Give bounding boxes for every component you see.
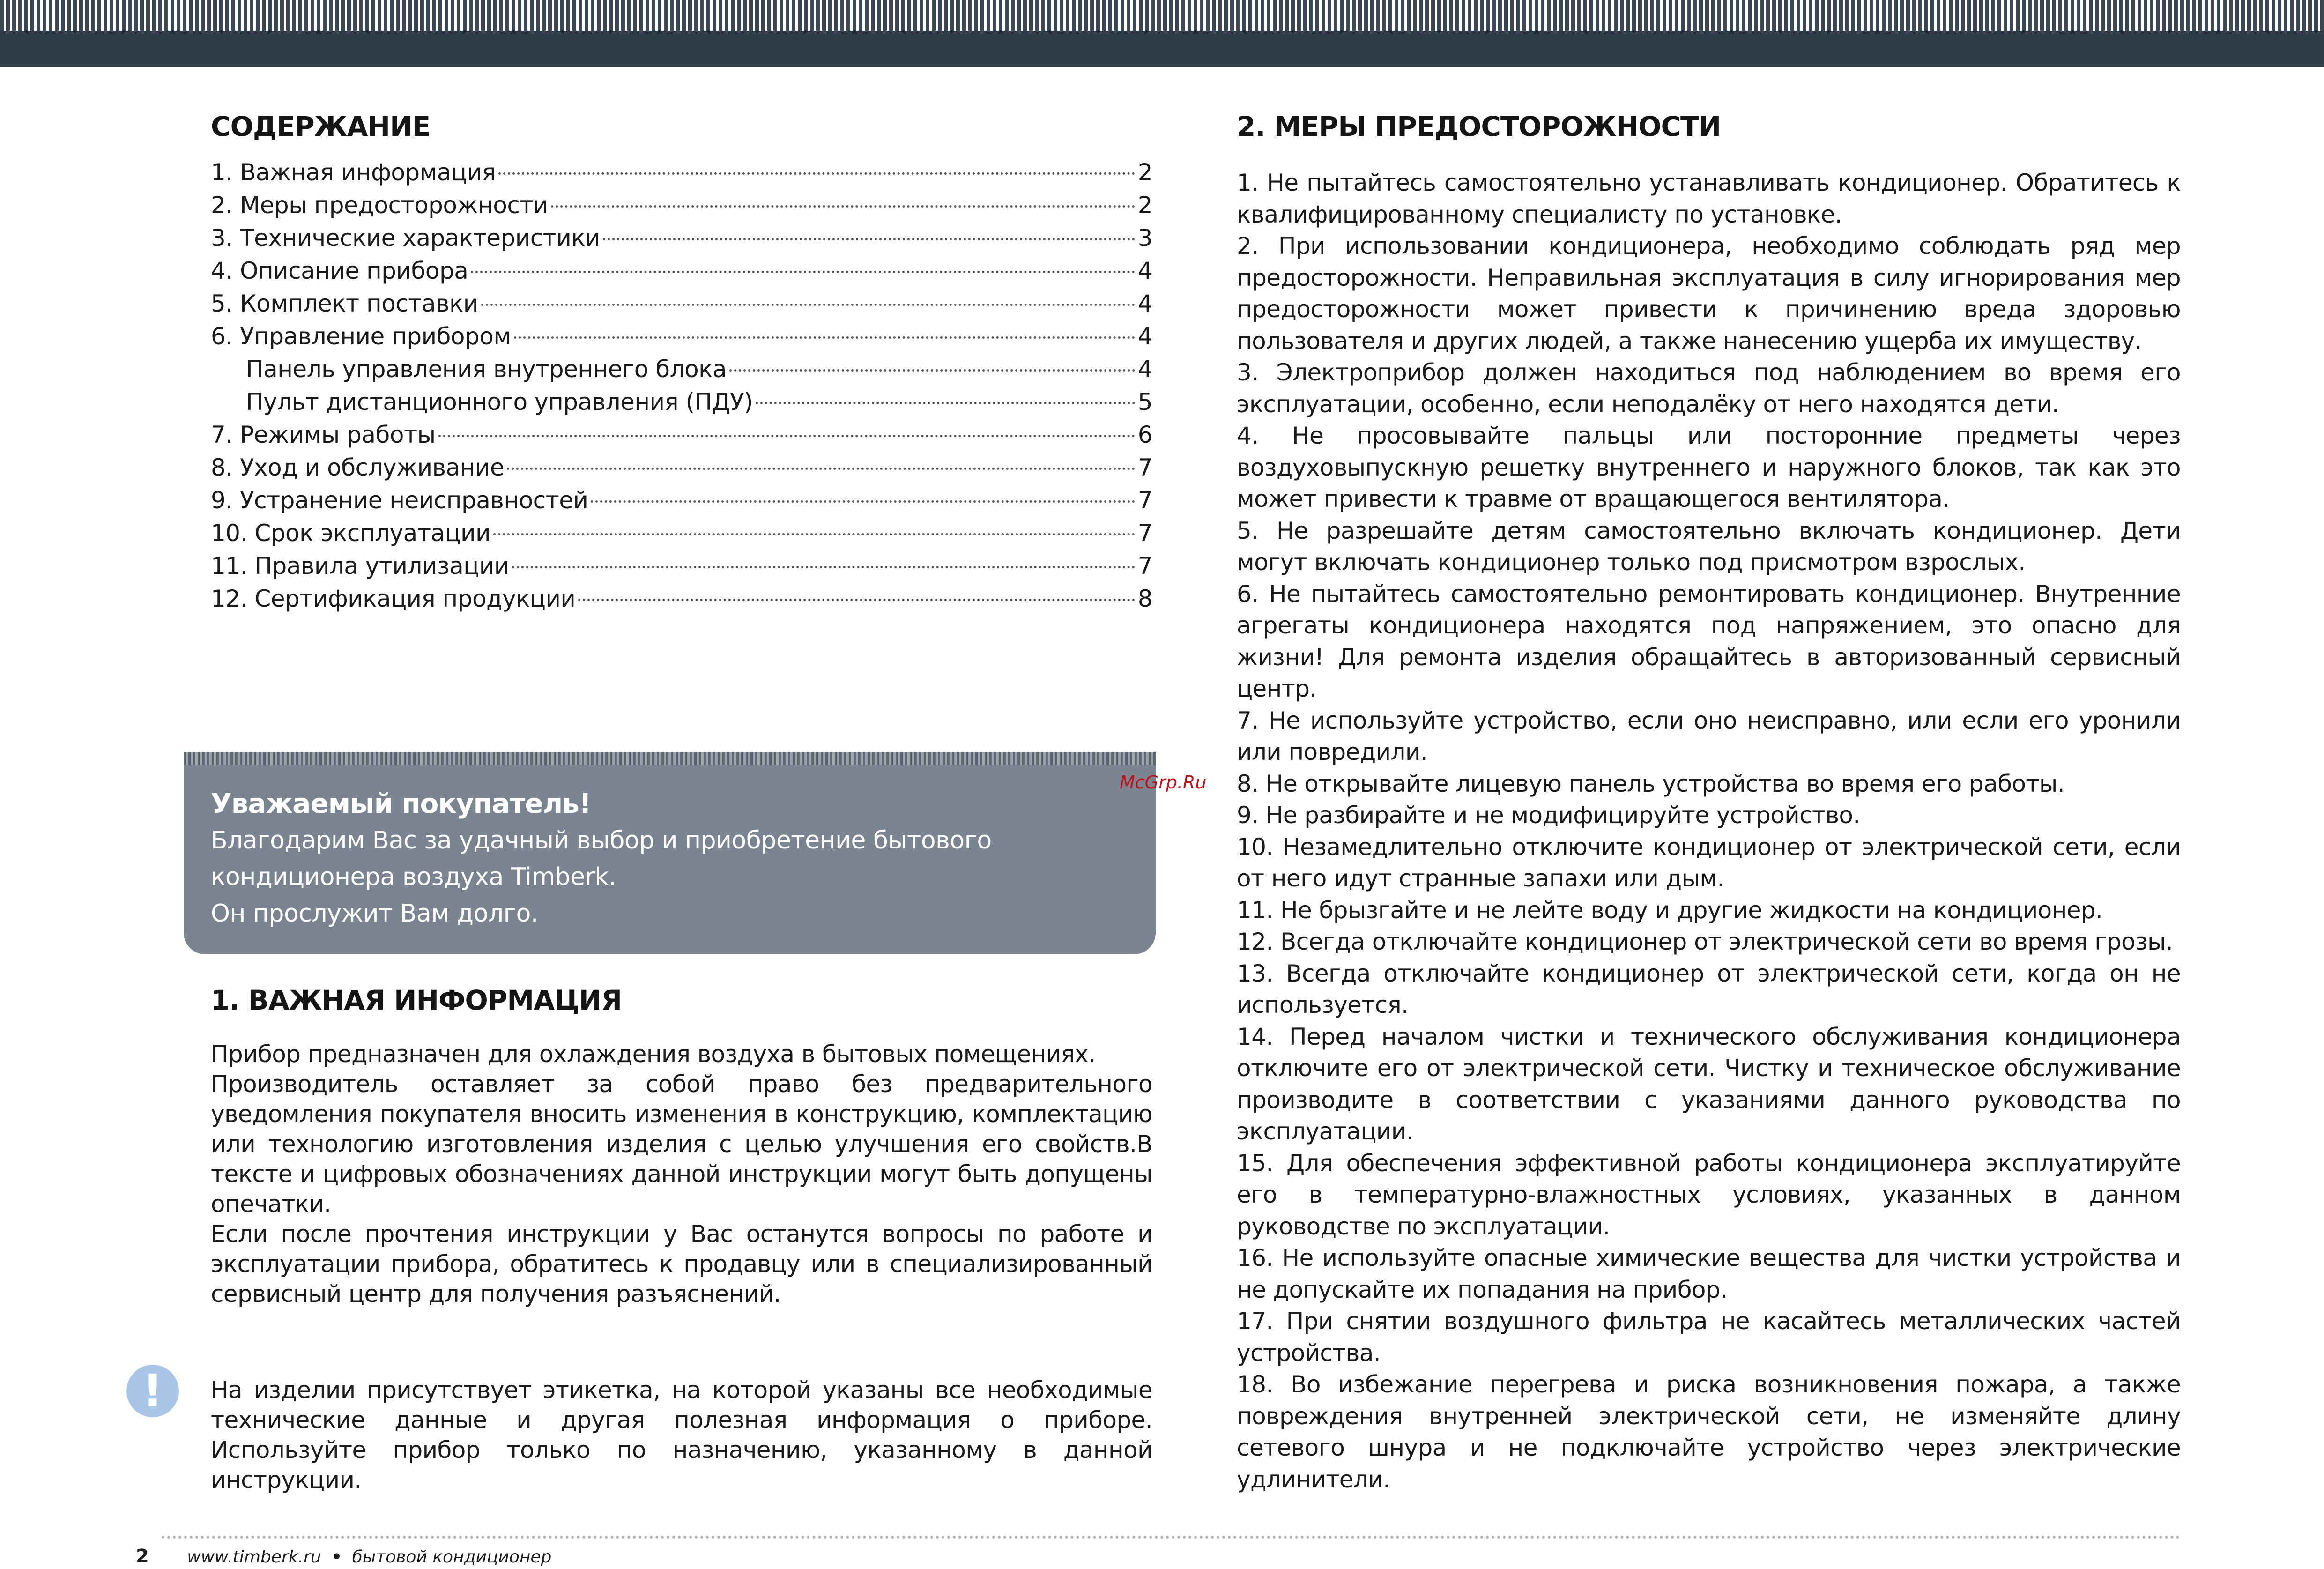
toc-leader-dots: [729, 369, 1135, 372]
toc-item-label: 3. Технические характеристики: [211, 224, 601, 252]
toc-item-label: Пульт дистанционного управления (ПДУ): [246, 388, 753, 416]
precaution-item: 1. Не пытайтесь самостоятельно устанавливать кондиционер. Обратитесь к квалифицированному специалисту по установке.: [1237, 169, 2181, 228]
toc-item[interactable]: [211, 320, 1152, 353]
toc-item[interactable]: [211, 582, 1152, 615]
toc-item-page: 6: [1137, 421, 1152, 448]
toc-leader-dots: [603, 238, 1135, 240]
toc-item-label: 1. Важная информация: [211, 159, 496, 186]
precautions-list: [1237, 167, 2181, 1495]
toc-item[interactable]: [211, 484, 1152, 517]
toc-leader-dots: [498, 172, 1135, 175]
toc-leader-dots: [438, 435, 1135, 437]
toc-item-page: 7: [1137, 552, 1152, 580]
toc-leader-dots: [512, 566, 1135, 568]
toc-item-label: 8. Уход и обслуживание: [211, 454, 505, 481]
toc-item-page: 2: [1137, 192, 1152, 219]
greeting-line: Благодарим Вас за удачный выбор и приобретение бытового: [211, 826, 992, 855]
toc-item[interactable]: [211, 156, 1152, 189]
toc-item[interactable]: [211, 418, 1152, 451]
toc-item-page: 5: [1137, 388, 1152, 416]
page-number: 2: [136, 1546, 149, 1567]
precaution-item: 12. Всегда отключайте кондиционер от электрической сети во время грозы.: [1237, 928, 2173, 955]
toc-item[interactable]: [211, 517, 1152, 550]
precaution-item: 17. При снятии воздушного фильтра не касайтесь металлических частей устройства.: [1237, 1308, 2181, 1367]
precaution-item: 14. Перед началом чистки и технического обслуживания кондиционера отключите его от электрической сети. Чистку и техническое обслуживание производите в соответствии с указаниями данного руководства по эксплуатации.: [1237, 1023, 2181, 1145]
toc-item[interactable]: [211, 222, 1152, 254]
precaution-item: 9. Не разбирайте и не модифицируйте устройство.: [1237, 802, 1860, 829]
toc-item[interactable]: [211, 550, 1152, 582]
toc-item-label: 12. Сертификация продукции: [211, 585, 576, 612]
toc-leader-dots: [578, 599, 1135, 601]
precaution-item: 18. Во избежание перегрева и риска возникновения пожара, а также повреждения внутренней электрической сети, не изменяйте длину сетевого шнура и не подключайте устройство через электрические удлинители.: [1237, 1371, 2181, 1493]
precaution-item: 11. Не брызгайте и не лейте воду и другие жидкости на кондиционер.: [1237, 896, 2103, 924]
greeting-box: [184, 752, 1156, 954]
precaution-item: 4. Не просовывайте пальцы или посторонние предметы через воздуховыпускную решетку внутреннего и наружного блоков, так как это может привести к травме от вращающегося вентилятора.: [1237, 422, 2181, 513]
important-info-title: 1. ВАЖНАЯ ИНФОРМАЦИЯ: [211, 984, 622, 1016]
precaution-item: 5. Не разрешайте детям самостоятельно включать кондиционер. Дети могут включать кондиционер только под присмотром взрослых.: [1237, 517, 2181, 576]
important-paragraph: Прибор предназначен для охлаждения воздуха в бытовых помещениях.: [211, 1041, 1096, 1068]
warning-note: [211, 1375, 1152, 1495]
toc-item-label: Панель управления внутреннего блока: [246, 356, 727, 383]
precaution-item: 2. При использовании кондиционера, необходимо соблюдать ряд мер предосторожности. Неправильная эксплуатация в силу игнорирования мер предосторожности может привести к причинению вреда здоровью пользователя и других людей, а также нанесению ущерба их имуществу.: [1237, 232, 2181, 355]
toc-section: [211, 105, 1152, 615]
toc-leader-dots: [481, 304, 1135, 306]
greeting-hatch: [184, 752, 1156, 765]
important-paragraph: Производитель оставляет за собой право без предварительного уведомления покупателя вносить изменения в конструкцию, комплектацию или технологию изготовления изделия с целью улучшения его свойств.В тексте и цифровых обозначениях данной инструкции могут быть допущены опечатки.: [211, 1071, 1152, 1218]
toc-item[interactable]: [211, 386, 1152, 418]
warning-text: На изделии присутствует этикетка, на которой указаны все необходимые технические данные и другая полезная информация о приборе. Используйте прибор только по назначению, указанному в данной инструкции.: [211, 1376, 1152, 1494]
toc-item-label: 4. Описание прибора: [211, 257, 468, 284]
toc-leader-dots: [507, 468, 1135, 470]
toc-item[interactable]: [211, 254, 1152, 287]
toc-item-label: 7. Режимы работы: [211, 421, 436, 448]
toc-item-label: 5. Комплект поставки: [211, 290, 478, 317]
precaution-item: 13. Всегда отключайте кондиционер от электрической сети, когда он не используется.: [1237, 959, 2181, 1019]
precaution-item: 3. Электроприбор должен находиться под наблюдением во время его эксплуатации, особенно, если неподалёку от него находятся дети.: [1237, 359, 2181, 418]
top-decorative-bar: [0, 0, 2324, 67]
exclamation-icon: !: [126, 1365, 179, 1417]
toc-item-page: 7: [1137, 487, 1152, 514]
toc-item[interactable]: [211, 189, 1152, 222]
footer-doc-name: бытовой кондиционер: [352, 1547, 552, 1567]
greeting-line: кондиционера воздуха Timberk.: [211, 863, 616, 891]
footer-separator: •: [331, 1547, 342, 1567]
toc-item-label: 6. Управление прибором: [211, 323, 511, 350]
greeting-title: Уважаемый покупатель!: [211, 788, 591, 819]
toc-item-page: 4: [1137, 356, 1152, 383]
toc-item-label: 11. Правила утилизации: [211, 552, 509, 580]
toc-title: СОДЕРЖАНИЕ: [211, 111, 431, 142]
precautions-section: [1237, 105, 2181, 1495]
greeting-line: Он прослужит Вам долго.: [211, 900, 538, 928]
precaution-item: 6. Не пытайтесь самостоятельно ремонтировать кондиционер. Внутренние агрегаты кондиционера находятся под напряжением, это опасно для жизни! Для ремонта изделия обращайтесь в авторизованный сервисный центр.: [1237, 580, 2181, 702]
footer-site-link[interactable]: www.timberk.ru: [187, 1547, 321, 1567]
toc-item-page: 3: [1137, 224, 1152, 252]
toc-item-label: 2. Меры предосторожности: [211, 192, 548, 219]
toc-item[interactable]: [211, 451, 1152, 484]
precaution-item: 8. Не открывайте лицевую панель устройства во время его работы.: [1237, 770, 2065, 797]
toc-item-page: 2: [1137, 159, 1152, 186]
toc-leader-dots: [756, 402, 1135, 404]
toc-item[interactable]: [211, 287, 1152, 320]
footer-divider: [162, 1536, 2181, 1539]
toc-item-page: 4: [1137, 257, 1152, 284]
precautions-title: 2. МЕРЫ ПРЕДОСТОРОЖНОСТИ: [1237, 111, 1721, 142]
toc-leader-dots: [471, 271, 1135, 273]
page-footer: [136, 1546, 551, 1568]
toc-item-page: 8: [1137, 585, 1152, 612]
precaution-item: 16. Не используйте опасные химические вещества для чистки устройства и не допускайте их попадания на прибор.: [1237, 1244, 2181, 1303]
precaution-item: 15. Для обеспечения эффективной работы кондиционера эксплуатируйте его в температурно-влажностных условиях, указанных в данном руководстве по эксплуатации.: [1237, 1149, 2181, 1240]
toc-leader-dots: [591, 500, 1135, 503]
toc-leader-dots: [514, 336, 1135, 339]
toc-item-page: 4: [1137, 290, 1152, 317]
toc-leader-dots: [493, 533, 1135, 535]
toc-item-page: 7: [1137, 520, 1152, 547]
important-paragraph: Если после прочтения инструкции у Вас останутся вопросы по работе и эксплуатации прибора, обратитесь к продавцу или в специализированный сервисный центр для получения разъяснений.: [211, 1220, 1152, 1308]
toc-leader-dots: [551, 205, 1135, 208]
toc-item-label: 10. Срок эксплуатации: [211, 520, 491, 547]
toc-item-label: 9. Устранение неисправностей: [211, 487, 588, 514]
important-info-section: [211, 979, 1152, 1309]
precaution-item: 10. Незамедлительно отключите кондиционер от электрической сети, если от него идут странные запахи или дым.: [1237, 833, 2181, 892]
watermark-text: McGrp.Ru: [1120, 772, 1207, 793]
toc-item-page: 4: [1137, 323, 1152, 350]
toc-item[interactable]: [211, 353, 1152, 386]
toc-list: [211, 156, 1152, 615]
precaution-item: 7. Не используйте устройство, если оно неисправно, или если его уронили или повредили.: [1237, 706, 2181, 766]
toc-item-page: 7: [1137, 454, 1152, 481]
